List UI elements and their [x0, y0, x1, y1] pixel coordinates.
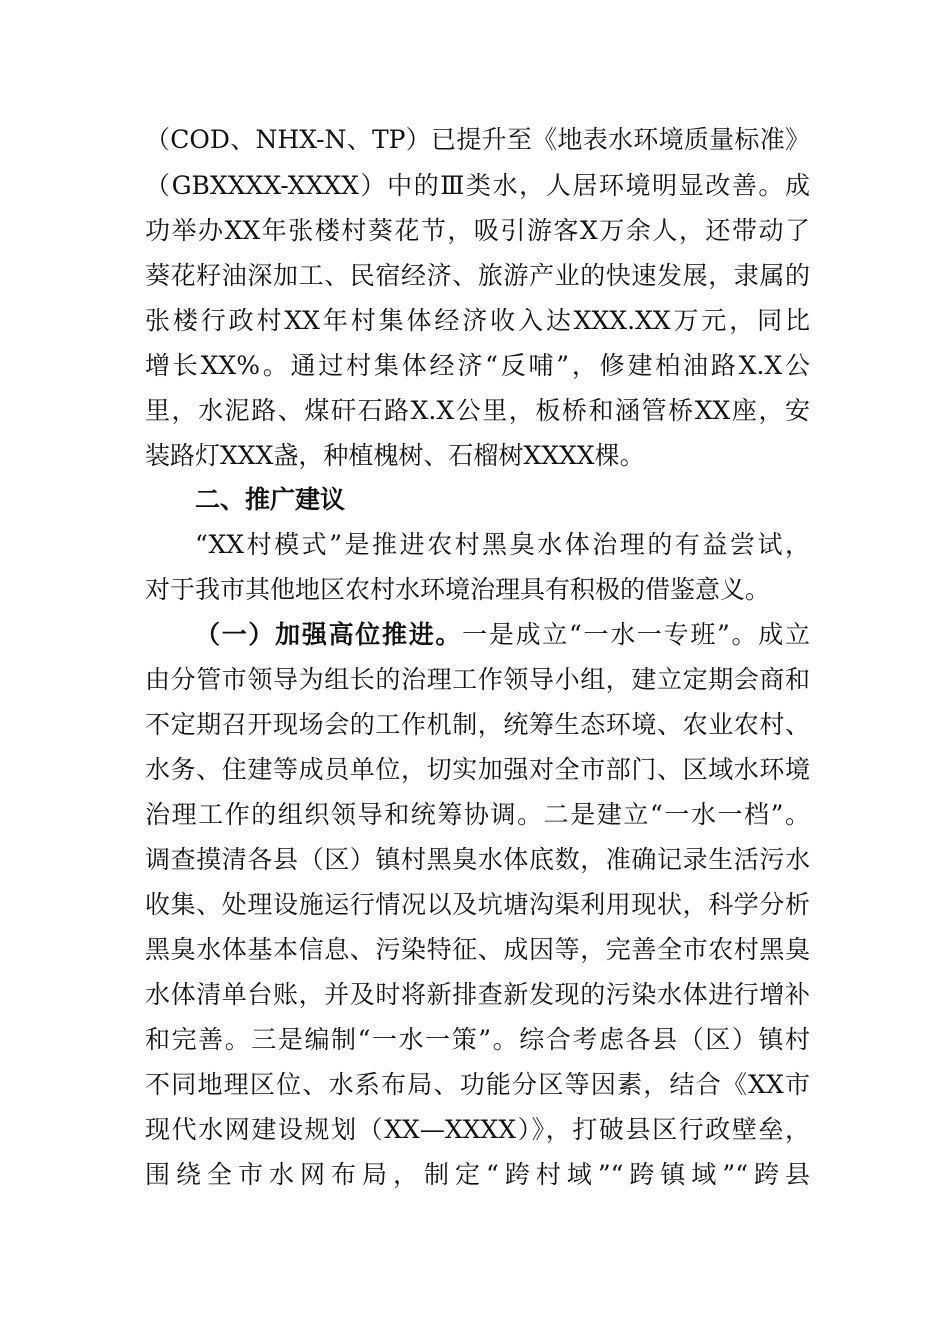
body-line: 调查摸清各县（区）镇村黑臭水体底数，准确记录生活污水	[145, 845, 810, 874]
body-line: 治理工作的组织领导和统筹协调。二是建立“一水一档”。	[145, 800, 810, 829]
body-line: 由分管市领导为组长的治理工作领导小组，建立定期会商和	[145, 665, 810, 694]
body-line: 收集、处理设施运行情况以及坑塘沟渠利用现状，科学分析	[145, 890, 810, 919]
subsection-lead-text: 一是成立“一水一专班”。成立	[462, 620, 810, 649]
subsection-first-line	[195, 612, 810, 658]
paragraph-line: 功举办XX年张楼村葵花节，吸引游客X万余人，还带动了	[145, 216, 810, 245]
section-heading: 二、推广建议	[195, 485, 346, 514]
paragraph-line: 葵花籽油深加工、民宿经济、旅游产业的快速发展，隶属的	[145, 261, 810, 290]
body-line: 水体清单台账，并及时将新排查新发现的污染水体进行增补	[145, 980, 810, 1009]
paragraph-line: （COD、NHX-N、TP）已提升至《地表水环境质量标准》	[145, 125, 810, 154]
intro-line: 对于我市其他地区农村水环境治理具有积极的借鉴意义。	[145, 575, 771, 604]
paragraph-line: （GBXXXX-XXXX）中的Ⅲ类水，人居环境明显改善。成	[145, 171, 810, 200]
paragraph-line: 张楼行政村XX年村集体经济收入达XXX.XX万元，同比	[145, 306, 810, 335]
body-line: 围绕全市水网布局，制定“跨村域”“跨镇域”“跨县	[145, 1160, 810, 1189]
body-line: 不同地理区位、水系布局、功能分区等因素，结合《XX市	[145, 1070, 810, 1099]
intro-line: “XX村模式”是推进农村黑臭水体治理的有益尝试，	[195, 530, 810, 559]
subsection-heading: （一）加强高位推进。	[195, 620, 463, 649]
paragraph-line: 增长XX%。通过村集体经济“反哺”，修建柏油路X.X公	[145, 351, 810, 380]
body-line: 水务、住建等成员单位，切实加强对全市部门、区域水环境	[145, 755, 810, 784]
paragraph-line: 里，水泥路、煤矸石路X.X公里，板桥和涵管桥XX座，安	[145, 396, 810, 425]
body-line: 黑臭水体基本信息、污染特征、成因等，完善全市农村黑臭	[145, 935, 810, 964]
paragraph-line: 装路灯XXX盏，种植槐树、石榴树XXXX棵。	[145, 441, 645, 470]
body-line: 不定期召开现场会的工作机制，统筹生态环境、农业农村、	[145, 710, 810, 739]
body-line: 现代水网建设规划（XX—XXXX）》，打破县区行政壁垒，	[145, 1115, 810, 1144]
body-line: 和完善。三是编制“一水一策”。综合考虑各县（区）镇村	[145, 1025, 810, 1054]
